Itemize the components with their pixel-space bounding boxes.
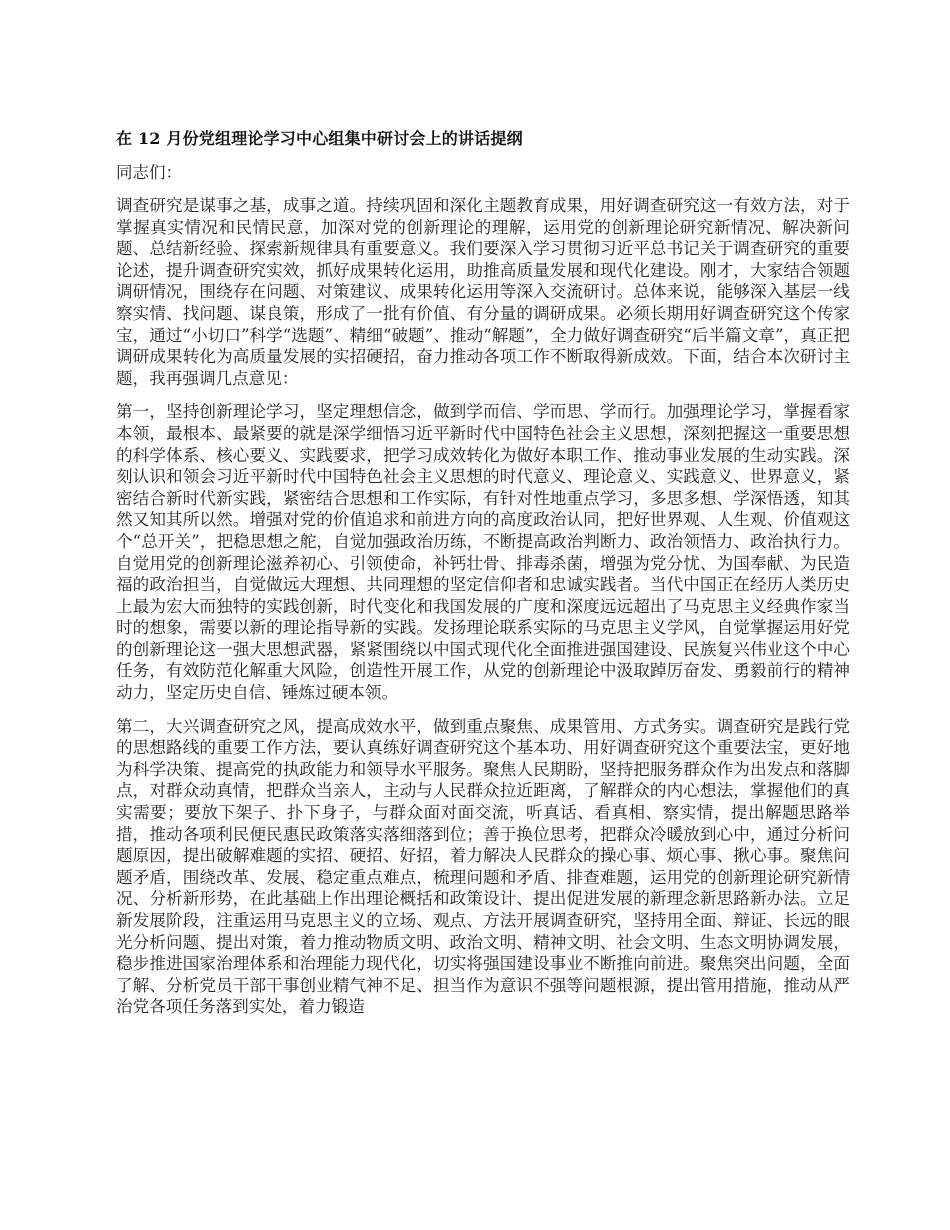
- document-title: 在 12 月份党组理论学习中心组集中研讨会上的讲话提纲: [116, 129, 523, 148]
- document-page: [116, 128, 850, 1030]
- paragraph-intro: 调查研究是谋事之基，成事之道。持续巩固和深化主题教育成果，用好调查研究这一有效方法，对于掌握真实情况和民情民意，加深对党的创新理论的理解，运用党的创新理论研究新情况、解决新问题、总结新经验、探索新规律具有重要意义。我们要深入学习贯彻习近平总书记关于调查研究的重要论述，提升调查研究实效，抓好成果转化运用，助推高质量发展和现代化建设。刚才，大家结合领题调研情况，围绕存在问题、对策建议、成果转化运用等深入交流研讨。总体来说，能够深入基层一线察实情、找问题、谋良策，形成了一批有价值、有分量的调研成果。必须长期用好调查研究这个传家宝，通过“小切口”科学“选题”、精细“破题”、推动“解题”，全力做好调查研究“后半篇文章”，真正把调研成果转化为高质量发展的实招硬招，奋力推动各项工作不断取得新成效。下面，结合本次研讨主题，我再强调几点意见：: [116, 196, 850, 388]
- paragraph-point-one: 第一，坚持创新理论学习，坚定理想信念，做到学而信、学而思、学而行。加强理论学习，掌握看家本领，最根本、最紧要的就是深学细悟习近平新时代中国特色社会主义思想，深刻把握这一重要思想的科学体系、核心要义、实践要求，把学习成效转化为做好本职工作、推动事业发展的生动实践。深刻认识和领会习近平新时代中国特色社会主义思想的时代意义、理论意义、实践意义、世界意义，紧密结合新时代新实践，紧密结合思想和工作实际，有针对性地重点学习，多思多想、学深悟透，知其然又知其所以然。增强对党的价值追求和前进方向的高度政治认同，把好世界观、人生观、价值观这个“总开关”，把稳思想之舵，自觉加强政治历练，不断提高政治判断力、政治领悟力、政治执行力。自觉用党的创新理论滋养初心、引领使命，补钙壮骨、排毒杀菌，增强为党分忧、为国奉献、为民造福的政治担当，自觉做远大理想、共同理想的坚定信仰者和忠诚实践者。当代中国正在经历人类历史上最为宏大而独特的实践创新，时代变化和我国发展的广度和深度远远超出了马克思主义经典作家当时的想象，需要以新的理论指导新的实践。发扬理论联系实际的马克思主义学风，自觉掌握运用好党的创新理论这一强大思想武器，紧紧围绕以中国式现代化全面推进强国建设、民族复兴伟业这个中心任务，有效防范化解重大风险，创造性开展工作，从党的创新理论中汲取踔厉奋发、勇毅前行的精神动力，坚定历史自信、锤炼过硬本领。: [116, 402, 850, 703]
- paragraph-point-two: 第二，大兴调查研究之风，提高成效水平，做到重点聚焦、成果管用、方式务实。调查研究是践行党的思想路线的重要工作方法，要认真练好调查研究这个基本功、用好调查研究这个重要法宝，更好地为科学决策、提高党的执政能力和领导水平服务。聚焦人民期盼，坚持把服务群众作为出发点和落脚点，对群众动真情，把群众当亲人，主动与人民群众拉近距离，了解群众的内心想法，掌握他们的真实需要；要放下架子、扑下身子，与群众面对面交流，听真话、看真相、察实情，提出解题思路举措，推动各项利民便民惠民政策落实落细落到位；善于换位思考，把群众冷暖放到心中，通过分析问题原因，提出破解难题的实招、硬招、好招，着力解决人民群众的操心事、烦心事、揪心事。聚焦问题矛盾，围绕改革、发展、稳定重点难点，梳理问题和矛盾、排查难题，运用党的创新理论研究新情况、分析新形势，在此基础上作出理论概括和政策设计、提出促进发展的新理念新思路新办法。立足新发展阶段，注重运用马克思主义的立场、观点、方法开展调查研究，坚持用全面、辩证、长远的眼光分析问题、提出对策，着力推动物质文明、政治文明、精神文明、社会文明、生态文明协调发展，稳步推进国家治理体系和治理能力现代化，切实将强国建设事业不断推向前进。聚焦突出问题，全面了解、分析党员干部干事创业精气神不足、担当作为意识不强等问题根源，提出管用措施，推动从严治党各项任务落到实处，着力锻造: [116, 716, 850, 1017]
- greeting: 同志们：: [116, 163, 182, 182]
